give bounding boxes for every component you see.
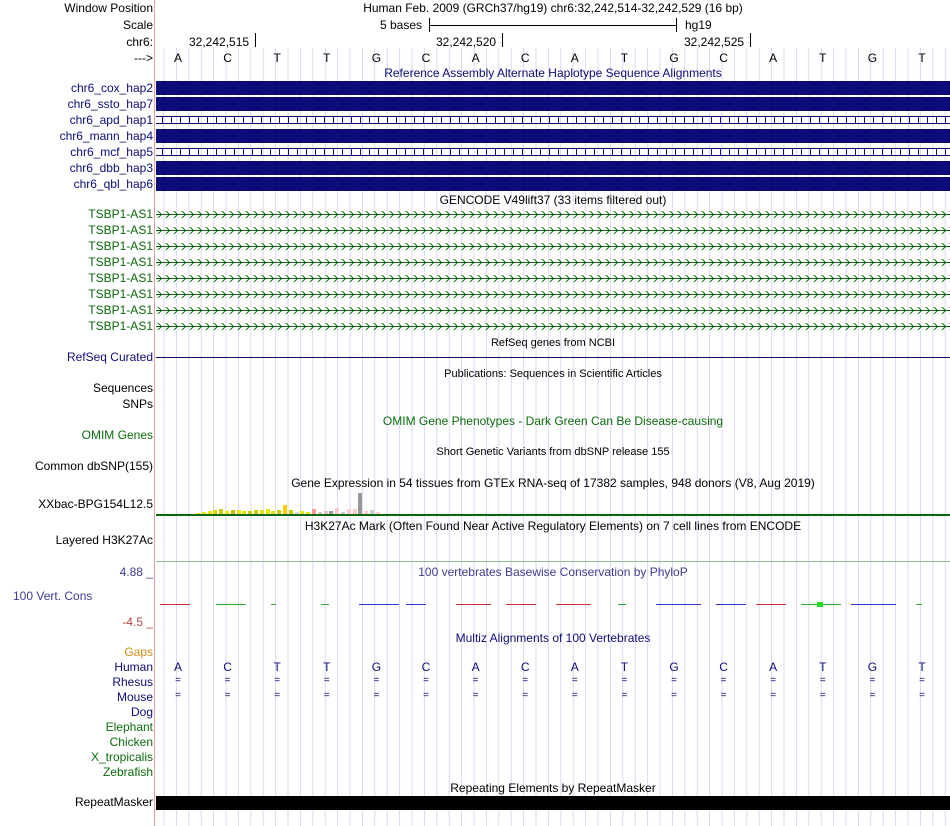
h3k27-baseline [156,561,950,562]
gencode-transcript-line[interactable] [156,290,950,299]
multiz-base: A [471,660,480,674]
base-letter: G [371,51,382,65]
window-position-label: Window Position [64,1,153,15]
multiz-gaps-label[interactable]: Gaps [124,645,153,659]
gencode-gene-label[interactable]: TSBP1-AS1 [88,223,153,237]
phylop-score-segment [216,604,246,605]
alt-hap-alignment-bar[interactable] [156,129,950,143]
multiz-match-glyph: = [671,690,677,701]
coord-tick-mark-2 [502,33,503,47]
multiz-match-glyph: = [819,690,826,701]
base-letter: A [471,51,480,65]
gtex-tissue-bar[interactable] [358,493,362,514]
alt-hap-alignment-bar[interactable] [156,161,950,175]
multiz-match-glyph: = [869,675,876,686]
multiz-base: A [769,660,778,674]
coord-tick-3: 32,242,525 [684,35,745,49]
multiz-match-glyph: = [571,690,578,701]
coord-tick-2: 32,242,520 [436,35,497,49]
multiz-base: A [173,660,182,674]
multiz-species-label[interactable]: Mouse [116,690,153,704]
omim-label[interactable]: OMIM Genes [81,428,153,442]
multiz-match-glyph: = [869,690,876,701]
base-letter: C [223,51,232,65]
base-letter: T [918,51,926,65]
base-letter: C [520,51,530,65]
multiz-match-glyph: = [423,690,429,701]
base-letter: T [323,51,331,65]
phylop-max-label: 4.88 _ [119,565,153,579]
phylop-score-segment [271,604,276,605]
multiz-match-glyph: = [274,690,281,701]
omim-title[interactable]: OMIM Gene Phenotypes - Dark Green Can Be Disease-causing [382,414,724,428]
gencode-gene-label[interactable]: TSBP1-AS1 [88,255,153,269]
base-letter: A [769,51,778,65]
window-position-value: Human Feb. 2009 (GRCh37/hg19) chr6:32,242,514-32,242,529 (16 bp) [363,1,743,15]
multiz-base: T [620,660,629,674]
multiz-species-label[interactable]: Chicken [109,735,153,749]
multiz-match-glyph: = [373,690,380,701]
alt-hap-label[interactable]: chr6_qbl_hap6 [73,177,153,191]
phylop-score-segment [756,604,786,605]
gencode-transcript-line[interactable] [156,226,950,235]
phylop-score-segment [851,604,896,605]
alt-hap-alignment-bar[interactable] [156,81,950,95]
base-letter: T [819,51,827,65]
multiz-base: T [819,660,827,674]
multiz-species-label[interactable]: Dog [130,705,153,719]
phylop-score-segment [716,604,746,605]
multiz-base: A [570,660,579,674]
phylop-title[interactable]: 100 vertebrates Basewise Conservation by PhyloP [418,565,688,579]
gencode-gene-label[interactable]: TSBP1-AS1 [88,319,153,333]
multiz-match-glyph: = [472,690,479,701]
phylop-score-segment [817,602,823,607]
gencode-transcript-line[interactable] [156,258,950,267]
multiz-match-glyph: = [423,675,429,686]
phylop-score-segment [916,604,922,605]
browser-left-edge [154,0,155,826]
base-letter: C [719,51,728,65]
phylop-track[interactable] [156,596,950,612]
multiz-base: T [918,660,926,674]
alt-hap-alignment-bar[interactable] [156,177,950,191]
gtex-baseline [156,514,950,516]
publications-sequences-label[interactable]: Sequences [92,381,153,395]
gencode-gene-label[interactable]: TSBP1-AS1 [88,207,153,221]
gtex-label[interactable]: XXbac-BPG154L12.5 [38,497,153,511]
scale-bar [429,18,677,32]
base-letter: G [867,51,878,65]
alt-hap-label[interactable]: chr6_apd_hap1 [69,113,153,127]
h3k27-title[interactable]: H3K27Ac Mark (Often Found Near Active Regulatory Elements) on 7 cell lines from ENCODE [304,519,802,533]
multiz-species-label[interactable]: X_tropicalis [90,750,153,764]
gencode-transcript-line[interactable] [156,306,950,315]
phylop-score-segment [618,604,626,605]
phylop-label[interactable]: 100 Vert. Cons [13,589,93,603]
alt-hap-label[interactable]: chr6_ssto_hap7 [67,97,153,111]
multiz-base: C [421,660,431,674]
phylop-score-segment [406,604,426,605]
gtex-title[interactable]: Gene Expression in 54 tissues from GTEx RNA-seq of 17382 samples, 948 donors (V8, Aug 2019) [291,476,815,490]
gtex-tissue-bar[interactable] [283,505,287,514]
gencode-transcript-line[interactable] [156,322,950,331]
dbsnp-label[interactable]: Common dbSNP(155) [34,459,153,473]
multiz-match-glyph: = [571,675,578,686]
dbsnp-title[interactable]: Short Genetic Variants from dbSNP release 155 [436,446,670,458]
multiz-match-glyph: = [819,675,826,686]
scale-db: hg19 [685,18,712,32]
multiz-base: T [323,660,331,674]
base-letter: A [570,51,579,65]
multiz-base: T [273,660,281,674]
multiz-match-glyph: = [175,690,181,701]
base-letter: C [421,51,431,65]
multiz-match-glyph: = [770,690,777,701]
refseq-label[interactable]: RefSeq Curated [66,350,153,364]
multiz-species-label[interactable]: Zebrafish [102,765,153,779]
scale-text: 5 bases [380,18,423,32]
gencode-gene-label[interactable]: TSBP1-AS1 [88,271,153,285]
gencode-gene-label[interactable]: TSBP1-AS1 [88,239,153,253]
multiz-base: C [520,660,530,674]
multiz-species-label[interactable]: Human [114,660,153,674]
multiz-match-glyph: = [770,675,777,686]
multiz-match-glyph: = [323,675,330,686]
strand-label: ---> [134,51,153,65]
multiz-match-glyph: = [224,675,231,686]
alt-hap-title[interactable]: Reference Assembly Alternate Haplotype Sequence Alignments [384,66,722,80]
base-letter: T [273,51,281,65]
gencode-title[interactable]: GENCODE V49lift37 (33 items filtered out) [439,193,667,207]
multiz-match-glyph: = [224,690,231,701]
base-letter: A [173,51,182,65]
gtex-expression-bars[interactable] [156,490,950,514]
phylop-score-segment [160,604,190,605]
multiz-match-glyph: = [274,675,281,686]
refseq-title[interactable]: RefSeq genes from NCBI [490,337,616,349]
multiz-species-label[interactable]: Elephant [105,720,153,734]
repeatmasker-label[interactable]: RepeatMasker [74,795,153,809]
multiz-match-glyph: = [522,675,529,686]
gencode-gene-label[interactable]: TSBP1-AS1 [88,287,153,301]
h3k27-label[interactable]: Layered H3K27Ac [55,533,153,547]
alt-hap-alignment-bar[interactable] [156,148,950,156]
multiz-match-glyph: = [720,675,727,686]
gencode-transcript-line[interactable] [156,242,950,251]
alt-hap-alignment-bar[interactable] [156,116,950,124]
phylop-min-label: -4.5 _ [122,615,153,629]
coord-tick-1: 32,242,515 [189,35,250,49]
multiz-match-glyph: = [522,690,529,701]
base-letter: G [669,51,679,65]
multiz-base: G [669,660,679,674]
coord-tick-mark-1 [255,33,256,47]
multiz-match-glyph: = [373,675,380,686]
multiz-match-glyph: = [671,675,677,686]
phylop-score-segment [456,604,491,605]
refseq-gene-line[interactable] [156,357,950,358]
repeatmasker-title[interactable]: Repeating Elements by RepeatMasker [450,781,656,795]
scale-label: Scale [122,18,153,32]
multiz-match-glyph: = [720,690,727,701]
multiz-match-glyph: = [323,690,330,701]
multiz-title[interactable]: Multiz Alignments of 100 Vertebrates [455,631,651,645]
multiz-base: G [867,660,878,674]
multiz-base: G [371,660,382,674]
repeatmasker-bar[interactable] [156,796,950,810]
phylop-score-segment [556,604,591,605]
multiz-match-glyph: = [621,675,628,686]
multiz-species-label[interactable]: Rhesus [112,675,153,689]
multiz-match-glyph: = [919,675,925,686]
multiz-match-glyph: = [621,690,628,701]
alt-hap-label[interactable]: chr6_mcf_hap5 [70,145,153,159]
base-letter: T [620,51,629,65]
phylop-score-segment [506,604,536,605]
multiz-match-glyph: = [919,690,925,701]
publications-snps-label[interactable]: SNPs [122,397,153,411]
phylop-score-segment [656,604,701,605]
gencode-transcript-line[interactable] [156,274,950,283]
multiz-base: C [223,660,232,674]
publications-title[interactable]: Publications: Sequences in Scientific Articles [444,368,662,380]
alt-hap-label[interactable]: chr6_dbb_hap3 [69,161,153,175]
multiz-match-glyph: = [175,675,181,686]
gencode-gene-label[interactable]: TSBP1-AS1 [88,303,153,317]
phylop-score-segment [321,604,329,605]
alt-hap-alignment-bar[interactable] [156,97,950,111]
alt-hap-label[interactable]: chr6_mann_hap4 [59,129,153,143]
coord-tick-mark-3 [750,33,751,47]
chrom-label: chr6: [126,35,153,49]
alt-hap-label[interactable]: chr6_cox_hap2 [70,81,153,95]
multiz-match-glyph: = [472,675,479,686]
gencode-transcript-line[interactable] [156,210,950,219]
phylop-score-segment [359,604,399,605]
multiz-base: C [719,660,728,674]
